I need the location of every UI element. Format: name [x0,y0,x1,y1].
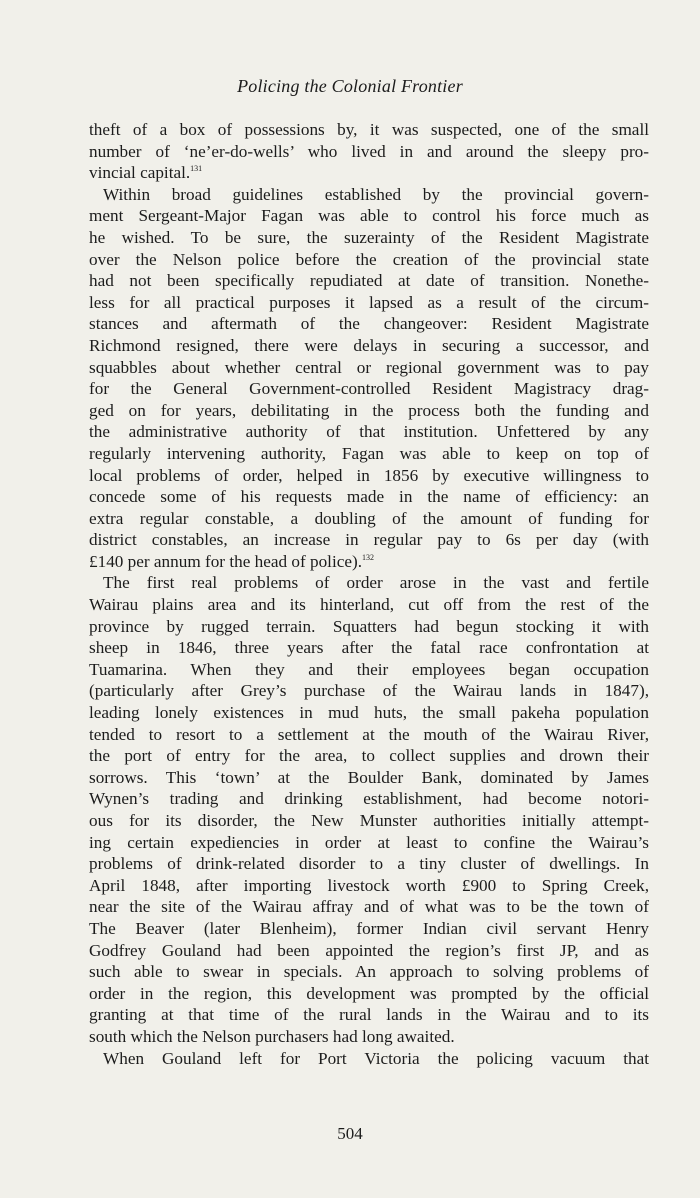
text-line [89,529,649,551]
text-line-content: province by rugged terrain. Squatters had begun stocking it with [89,616,649,636]
text-line-content: sorrows. This ‘town’ at the Boulder Bank, dominated by James [89,767,649,787]
text-line-content: ing certain expediencies in order at least to confine the Wairau’s [89,832,649,852]
text-line-content: had not been specifically repudiated at date of transition. Nonethe- [89,271,649,291]
text-line-content: he wished. To be sure, the suzerainty of the Resident Magistrate [89,227,649,247]
running-head: Policing the Colonial Frontier [237,76,463,96]
text-line [89,465,649,487]
text-line-content: concede some of his requests made in the name of efficiency: an [89,487,649,507]
text-line [89,357,649,379]
text-line [89,378,649,400]
page-number: 504 [337,1124,363,1143]
text-line [89,572,649,594]
footnote-reference: 132 [362,552,374,562]
text-line [89,141,649,163]
text-line-content: extra regular constable, a doubling of the amount of funding for [89,508,649,528]
text-line-content: stances and aftermath of the changeover: Resident Magistrate [89,314,649,334]
text-line-content: order in the region, this development was prompted by the official [89,983,649,1003]
text-line [89,400,649,422]
text-line-content: vincial capital. [89,163,191,183]
text-line [89,616,649,638]
text-line [89,313,649,335]
text-line-content: the port of entry for the area, to collect supplies and drown their [89,746,649,766]
text-line-content: Richmond resigned, there were delays in securing a successor, and [89,335,649,355]
text-line [89,486,649,508]
text-line-content: Tuamarina. When they and their employees began occupation [89,659,649,679]
text-line-content: When Gouland left for Port Victoria the policing vacuum that [103,1048,649,1068]
text-line-content: problems of drink-related disorder to a tiny cluster of dwellings. In [89,854,649,874]
text-line [89,335,649,357]
text-line [89,659,649,681]
text-line-content: number of ‘ne’er-do-wells’ who lived in and around the sleepy pro- [89,141,649,161]
text-line [89,443,649,465]
text-line [89,853,649,875]
text-line-content: district constables, an increase in regular pay to 6s per day (with [89,530,649,550]
text-line [89,249,649,271]
text-line-content: The first real problems of order arose in the vast and fertile [103,573,649,593]
text-line [89,594,649,616]
text-line-content: south which the Nelson purchasers had long awaited. [89,1026,455,1046]
text-line [89,810,649,832]
text-line-content: tended to resort to a settlement at the mouth of the Wairau River, [89,724,649,744]
text-line [89,961,649,983]
text-line-content: ged on for years, debilitating in the process both the funding and [89,400,649,420]
text-line [89,1026,649,1048]
text-line [89,745,649,767]
body-text [89,119,649,1069]
text-line [89,551,649,573]
text-line-content: The Beaver (later Blenheim), former Indian civil servant Henry [89,918,649,938]
text-line-content: granting at that time of the rural lands in the Wairau and to its [89,1005,649,1025]
text-line [89,875,649,897]
text-line-content: (particularly after Grey’s purchase of the Wairau lands in 1847), [89,681,649,701]
text-line-content: £140 per annum for the head of police). [89,551,362,571]
text-line [89,184,649,206]
text-line-content: Wynen’s trading and drinking establishment, had become notori- [89,789,649,809]
text-line-content: the administrative authority of that institution. Unfettered by any [89,422,649,442]
text-line-content: theft of a box of possessions by, it was suspected, one of the small [89,120,649,139]
text-line [89,205,649,227]
text-line [89,918,649,940]
text-line-content: less for all practical purposes it lapsed as a result of the circum- [89,292,649,312]
text-line-content: sheep in 1846, three years after the fatal race confrontation at [89,638,649,658]
text-line [89,983,649,1005]
text-line-content: regularly intervening authority, Fagan was able to keep on top of [89,443,649,463]
text-line [89,508,649,530]
text-line [89,637,649,659]
text-line-content: ment Sergeant-Major Fagan was able to control his force much as [89,206,649,226]
text-line [89,1048,649,1070]
text-line [89,940,649,962]
text-line [89,1004,649,1026]
text-line [89,421,649,443]
text-line-content: leading lonely existences in mud huts, the small pakeha population [89,703,649,723]
text-line [89,292,649,314]
text-line-content: Within broad guidelines established by the provincial govern- [103,184,649,204]
text-line [89,767,649,789]
footnote-reference: 131 [190,164,203,174]
text-line [89,270,649,292]
text-line [89,227,649,249]
text-line-content: Wairau plains area and its hinterland, cut off from the rest of the [89,595,649,615]
text-line-content: near the site of the Wairau affray and of what was to be the town of [89,897,649,917]
text-line [89,788,649,810]
text-line [89,724,649,746]
text-line-content: April 1848, after importing livestock worth £900 to Spring Creek, [89,875,649,895]
text-line [89,832,649,854]
text-line-content: ous for its disorder, the New Munster authorities initially attempt- [89,811,649,830]
text-line-content: squabbles about whether central or regional government was to pay [89,357,649,377]
text-line [89,119,649,141]
text-line [89,702,649,724]
text-line-content: over the Nelson police before the creation of the provincial state [89,249,649,269]
text-line [89,162,649,184]
text-line-content: Godfrey Gouland had been appointed the region’s first JP, and as [89,940,649,960]
text-line-content: for the General Government-controlled Resident Magistracy drag- [89,379,649,399]
text-line [89,680,649,702]
text-line-content: local problems of order, helped in 1856 by executive willingness to [89,465,649,485]
text-line [89,896,649,918]
text-line-content: such able to swear in specials. An approach to solving problems of [89,962,649,982]
